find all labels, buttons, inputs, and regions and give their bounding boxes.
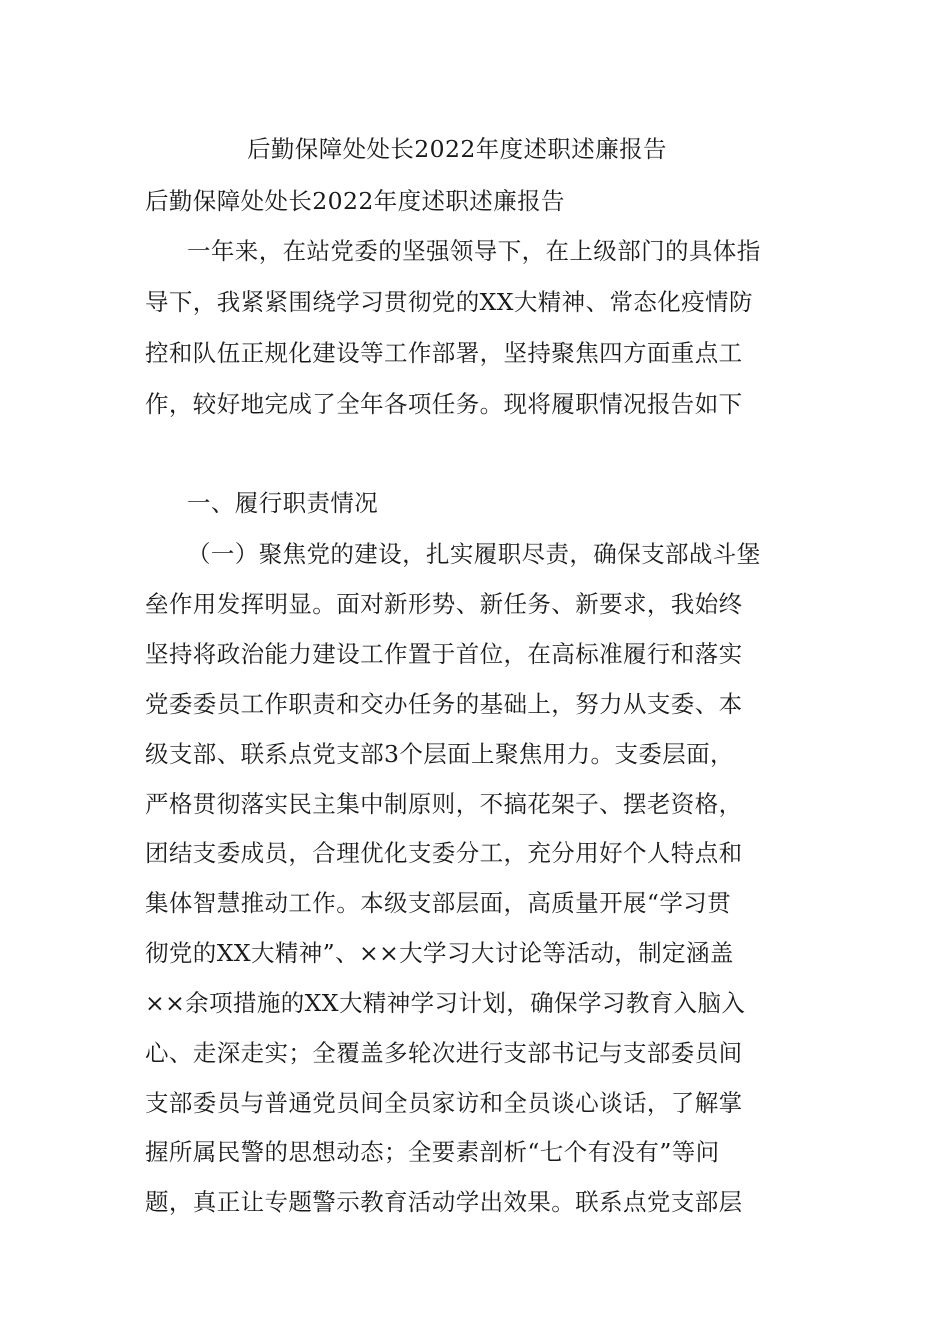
body-line: 党委委员工作职责和交办任务的基础上，努力从支委、本: [145, 690, 743, 718]
body-line: ××余项措施的XX大精神学习计划，确保学习教育入脑入: [145, 989, 746, 1017]
body-line: 支部委员与普通党员间全员家访和全员谈心谈话，了解掌: [145, 1089, 743, 1117]
body-line: 团结支委成员，合理优化支委分工，充分用好个人特点和: [145, 839, 743, 867]
intro-line: 一年来，在站党委的坚强领导下，在上级部门的具体指: [187, 237, 761, 265]
intro-line: 控和队伍正规化建设等工作部署，坚持聚焦四方面重点工: [145, 339, 743, 367]
body-line: 题，真正让专题警示教育活动学出效果。联系点党支部层: [145, 1188, 743, 1216]
body-line: （一）聚焦党的建设，扎实履职尽责，确保支部战斗堡: [187, 540, 761, 568]
document-title: 后勤保障处处长2022年度述职述廉报告: [247, 135, 667, 163]
body-line: 彻党的XX大精神”、××大学习大讨论等活动，制定涵盖: [145, 939, 734, 967]
body-line: 级支部、联系点党支部3个层面上聚焦用力。支委层面，: [145, 740, 734, 768]
body-line: 垒作用发挥明显。面对新形势、新任务、新要求，我始终: [145, 590, 743, 618]
intro-line: 作，较好地完成了全年各项任务。现将履职情况报告如下: [145, 390, 743, 418]
body-line: 心、走深走实；全覆盖多轮次进行支部书记与支部委员间: [145, 1039, 743, 1067]
body-line: 握所属民警的思想动态；全要素剖析“七个有没有”等问: [145, 1138, 720, 1166]
intro-line: 导下，我紧紧围绕学习贯彻党的XX大精神、常态化疫情防: [145, 288, 753, 316]
document-subtitle: 后勤保障处处长2022年度述职述廉报告: [145, 187, 565, 215]
section-heading: 一、履行职责情况: [187, 489, 379, 517]
body-line: 严格贯彻落实民主集中制原则，不搞花架子、摆老资格，: [145, 790, 743, 818]
body-line: 坚持将政治能力建设工作置于首位，在高标准履行和落实: [145, 640, 743, 668]
body-line: 集体智慧推动工作。本级支部层面，高质量开展“学习贯: [145, 889, 732, 917]
